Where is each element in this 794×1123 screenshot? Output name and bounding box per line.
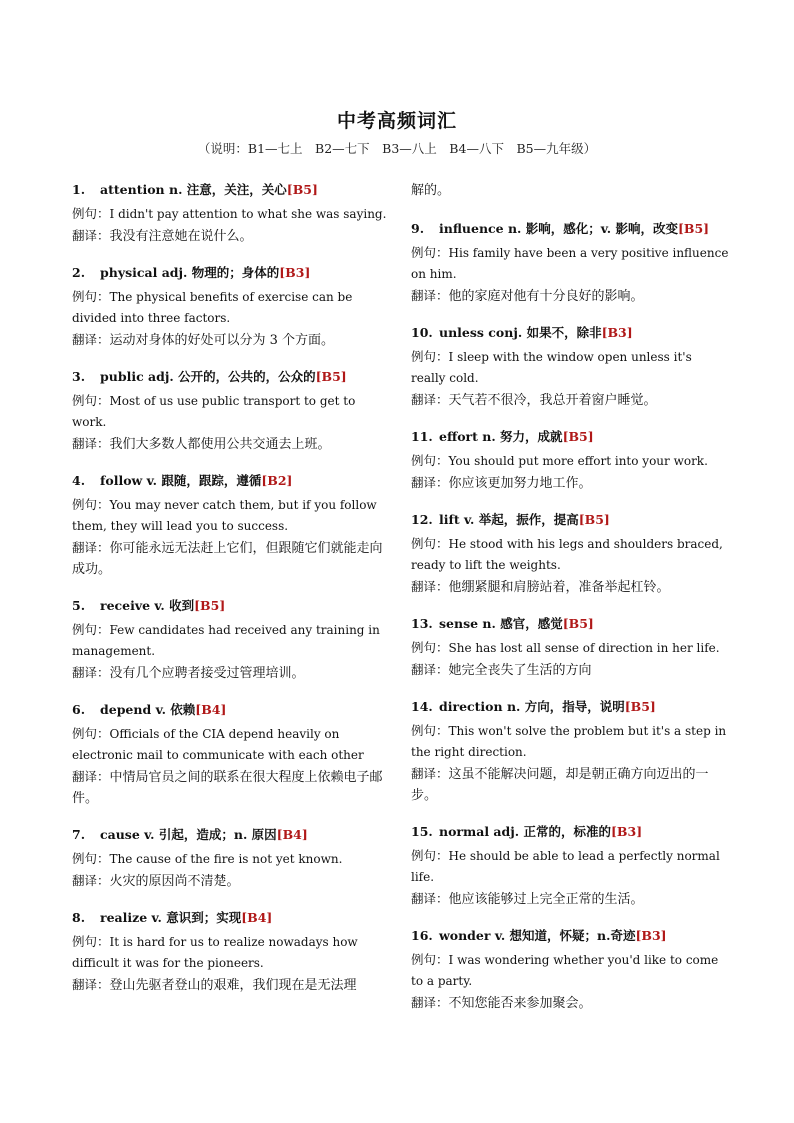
example-sentence [411, 637, 729, 659]
translation [411, 389, 729, 411]
level-badge: [B3] [635, 928, 667, 943]
example-text: He stood with his legs and shoulders braced, ready to lift the weights. [411, 537, 723, 572]
level-badge: [B4] [276, 827, 308, 842]
level-badge: [B5] [315, 369, 347, 384]
translation-text: 火灾的原因尚不清楚。 [109, 874, 240, 889]
translation [72, 537, 390, 580]
level-badge: [B3] [279, 265, 311, 280]
example-label: 例句： [411, 453, 449, 468]
example-label: 例句： [411, 536, 449, 551]
entry-word: public adj. 公开的，公共的，公众的 [100, 369, 316, 384]
example-sentence [72, 286, 390, 329]
example-sentence [72, 494, 390, 537]
translation-label: 翻译： [72, 665, 110, 680]
entry-number: 16. [411, 928, 433, 943]
entry-heading [411, 427, 729, 447]
translation [72, 766, 390, 809]
entry-heading [72, 180, 390, 200]
example-text: His family have been a very positive influence on him. [411, 246, 729, 281]
translation-label: 翻译： [411, 766, 449, 781]
translation [72, 870, 390, 892]
example-label: 例句： [72, 851, 110, 866]
translation-label: 翻译： [411, 579, 449, 594]
translation-label: 翻译： [72, 977, 110, 992]
example-text: This won't solve the problem but it's a step in the right direction. [411, 724, 727, 759]
entry-number: 5. [72, 598, 86, 613]
level-badge: [B5] [578, 512, 610, 527]
vocab-entry [72, 180, 390, 247]
entry-word: influence n. 影响，感化；v. 影响，改变 [439, 221, 678, 236]
example-text: Most of us use public transport to get to work. [72, 394, 356, 429]
example-label: 例句： [411, 349, 449, 364]
example-text: The cause of the fire is not yet known. [109, 852, 343, 866]
vocab-entry [72, 471, 390, 580]
example-sentence [72, 619, 390, 662]
example-label: 例句： [72, 497, 110, 512]
entry-number: 13. [411, 616, 433, 631]
entry-heading [411, 323, 729, 343]
example-sentence [72, 848, 390, 870]
translation-label: 翻译： [411, 288, 449, 303]
entry-heading [411, 926, 729, 946]
translation [411, 659, 729, 681]
translation-text: 他应该能够过上完全正常的生活。 [448, 892, 644, 907]
translation-text: 我没有注意她在说什么。 [109, 229, 253, 244]
entry-heading [72, 367, 390, 387]
example-label: 例句： [411, 723, 449, 738]
entry-word: lift v. 举起，振作，提高 [439, 512, 579, 527]
entry-number: 1. [72, 182, 86, 197]
example-label: 例句： [72, 726, 110, 741]
entry-heading [72, 596, 390, 616]
translation [411, 888, 729, 910]
entry-number: 9. [411, 221, 425, 236]
vocab-entry [411, 614, 729, 681]
example-label: 例句： [411, 640, 449, 655]
level-badge: [B5] [562, 429, 594, 444]
example-text: The physical benefits of exercise can be divided into three factors. [72, 290, 353, 325]
example-text: She has lost all sense of direction in her life. [448, 641, 720, 655]
left-column [72, 180, 390, 1012]
translation-label: 翻译： [72, 436, 110, 451]
example-label: 例句： [72, 289, 110, 304]
example-sentence [411, 720, 729, 763]
translation [72, 225, 390, 247]
entry-number: 15. [411, 824, 433, 839]
translation-text: 他绷紧腿和肩膀站着，准备举起杠铃。 [448, 580, 670, 595]
level-badge: [B5] [562, 616, 594, 631]
page-subtitle: （说明：B1—七上 B2—七下 B3—八上 B4—八下 B5—九年级） [197, 141, 597, 156]
entry-word: attention n. 注意，关注，关心 [100, 182, 287, 197]
entry-number: 4. [72, 473, 86, 488]
example-text: I was wondering whether you'd like to come to a party. [411, 953, 719, 988]
entry-word: wonder v. 想知道，怀疑；n.奇迹 [439, 928, 636, 943]
level-badge: [B3] [611, 824, 643, 839]
level-badge: [B4] [195, 702, 227, 717]
entry-number: 10. [411, 325, 433, 340]
translation-text: 她完全丧失了生活的方向 [448, 663, 592, 678]
vocab-entry [72, 908, 390, 996]
translation-label: 翻译： [411, 475, 449, 490]
entry-number: 3. [72, 369, 86, 384]
translation-text: 天气若不很冷，我总开着窗户睡觉。 [448, 393, 657, 408]
translation-text: 不知您能否来参加聚会。 [448, 996, 592, 1011]
entry-word: realize v. 意识到；实现 [100, 910, 242, 925]
vocab-entry [72, 367, 390, 455]
vocab-entry [72, 596, 390, 684]
continued-translation: 解的。 [411, 183, 451, 198]
entry-word: receive v. 收到 [100, 598, 195, 613]
translation [411, 285, 729, 307]
translation [72, 433, 390, 455]
entry-heading [411, 219, 729, 239]
entry-heading [411, 822, 729, 842]
vocab-entry [411, 323, 729, 411]
translation-text: 中情局官员之间的联系在很大程度上依赖电子邮件。 [72, 770, 383, 806]
entry-word: unless conj. 如果不，除非 [439, 325, 602, 340]
translation [411, 992, 729, 1014]
example-label: 例句： [411, 952, 449, 967]
entry-number: 14. [411, 699, 433, 714]
example-sentence [411, 533, 729, 576]
example-label: 例句： [72, 934, 110, 949]
entry-heading [72, 471, 390, 491]
entry-word: normal adj. 正常的，标准的 [439, 824, 612, 839]
example-sentence [72, 203, 390, 225]
entry-number: 11. [411, 429, 433, 444]
example-label: 例句： [411, 245, 449, 260]
translation [411, 472, 729, 494]
example-label: 例句： [72, 206, 110, 221]
example-sentence [411, 845, 729, 888]
translation-label: 翻译： [411, 392, 449, 407]
example-label: 例句： [411, 848, 449, 863]
example-sentence [411, 346, 729, 389]
example-text: Few candidates had received any training in management. [72, 623, 380, 658]
example-text: You should put more effort into your work. [448, 454, 708, 468]
translation [72, 662, 390, 684]
entry-heading [72, 700, 390, 720]
vocab-entry [411, 510, 729, 598]
example-text: I didn't pay attention to what she was saying. [109, 207, 387, 221]
translation [72, 974, 390, 996]
level-badge: [B4] [241, 910, 273, 925]
translation-text: 这虽不能解决问题，却是朝正确方向迈出的一步。 [411, 767, 709, 803]
translation-label: 翻译： [411, 995, 449, 1010]
level-badge: [B5] [677, 221, 710, 236]
entry-word: effort n. 努力，成就 [439, 429, 563, 444]
level-badge: [B5] [624, 699, 656, 714]
entry-heading [72, 825, 390, 845]
example-sentence [411, 949, 729, 992]
example-text: You may never catch them, but if you follow them, they will lead you to success. [72, 498, 377, 533]
translation-label: 翻译： [72, 540, 110, 555]
entry-number: 6. [72, 702, 86, 717]
entry-heading [72, 263, 390, 283]
example-sentence [72, 931, 390, 974]
translation-text: 你可能永远无法赶上它们，但跟随它们就能走向成功。 [72, 541, 383, 577]
translation-label: 翻译： [411, 662, 449, 677]
entry-heading [411, 510, 729, 530]
vocab-entry [411, 926, 729, 1014]
vocab-entry [411, 219, 729, 307]
vocab-entry [72, 700, 390, 809]
translation [411, 763, 729, 806]
level-badge: [B2] [261, 473, 293, 488]
translation-label: 翻译： [72, 873, 110, 888]
right-column [411, 180, 729, 1030]
translation-text: 我们大多数人都使用公共交通去上班。 [109, 437, 331, 452]
entry-word: sense n. 感官，感觉 [439, 616, 563, 631]
level-badge: [B5] [194, 598, 226, 613]
example-text: I sleep with the window open unless it's really cold. [411, 350, 692, 385]
translation-label: 翻译： [411, 891, 449, 906]
example-sentence [411, 450, 729, 472]
entry-number: 2. [72, 265, 86, 280]
example-text: He should be able to lead a perfectly normal life. [411, 849, 720, 884]
entry-word: depend v. 依赖 [100, 702, 196, 717]
translation-text: 没有几个应聘者接受过管理培训。 [109, 666, 305, 681]
translation-text: 你应该更加努力地工作。 [448, 476, 592, 491]
example-sentence [72, 390, 390, 433]
entry-heading [411, 614, 729, 634]
level-badge: [B3] [601, 325, 633, 340]
vocab-entry [411, 697, 729, 806]
vocab-entry [72, 825, 390, 892]
entry-number: 7. [72, 827, 86, 842]
example-text: Officials of the CIA depend heavily on electronic mail to communicate with each other [72, 727, 364, 762]
entry-number: 8. [72, 910, 86, 925]
level-badge: [B5] [286, 182, 318, 197]
entry-word: cause v. 引起，造成；n. 原因 [100, 827, 277, 842]
example-label: 例句： [72, 622, 110, 637]
example-text: It is hard for us to realize nowadays how difficult it was for the pioneers. [72, 935, 358, 970]
vocab-entry [411, 822, 729, 910]
translation [72, 329, 390, 351]
entry-number: 12. [411, 512, 433, 527]
entry-word: follow v. 跟随，跟踪，遵循 [100, 473, 262, 488]
translation [411, 576, 729, 598]
page-title: 中考高频词汇 [336, 110, 457, 132]
entry-word: direction n. 方向，指导，说明 [439, 699, 625, 714]
translation-label: 翻译： [72, 332, 110, 347]
translation-label: 翻译： [72, 769, 110, 784]
example-label: 例句： [72, 393, 110, 408]
translation-text: 运动对身体的好处可以分为 3 个方面。 [109, 333, 335, 348]
example-sentence [72, 723, 390, 766]
translation-label: 翻译： [72, 228, 110, 243]
translation-text: 他的家庭对他有十分良好的影响。 [448, 289, 644, 304]
vocab-entry [411, 427, 729, 494]
entry-heading [72, 908, 390, 928]
example-sentence [411, 242, 729, 285]
vocab-entry [72, 263, 390, 351]
translation-text: 登山先驱者登山的艰难，我们现在是无法理 [109, 978, 357, 993]
entry-word: physical adj. 物理的；身体的 [100, 265, 280, 280]
entry-heading [411, 697, 729, 717]
